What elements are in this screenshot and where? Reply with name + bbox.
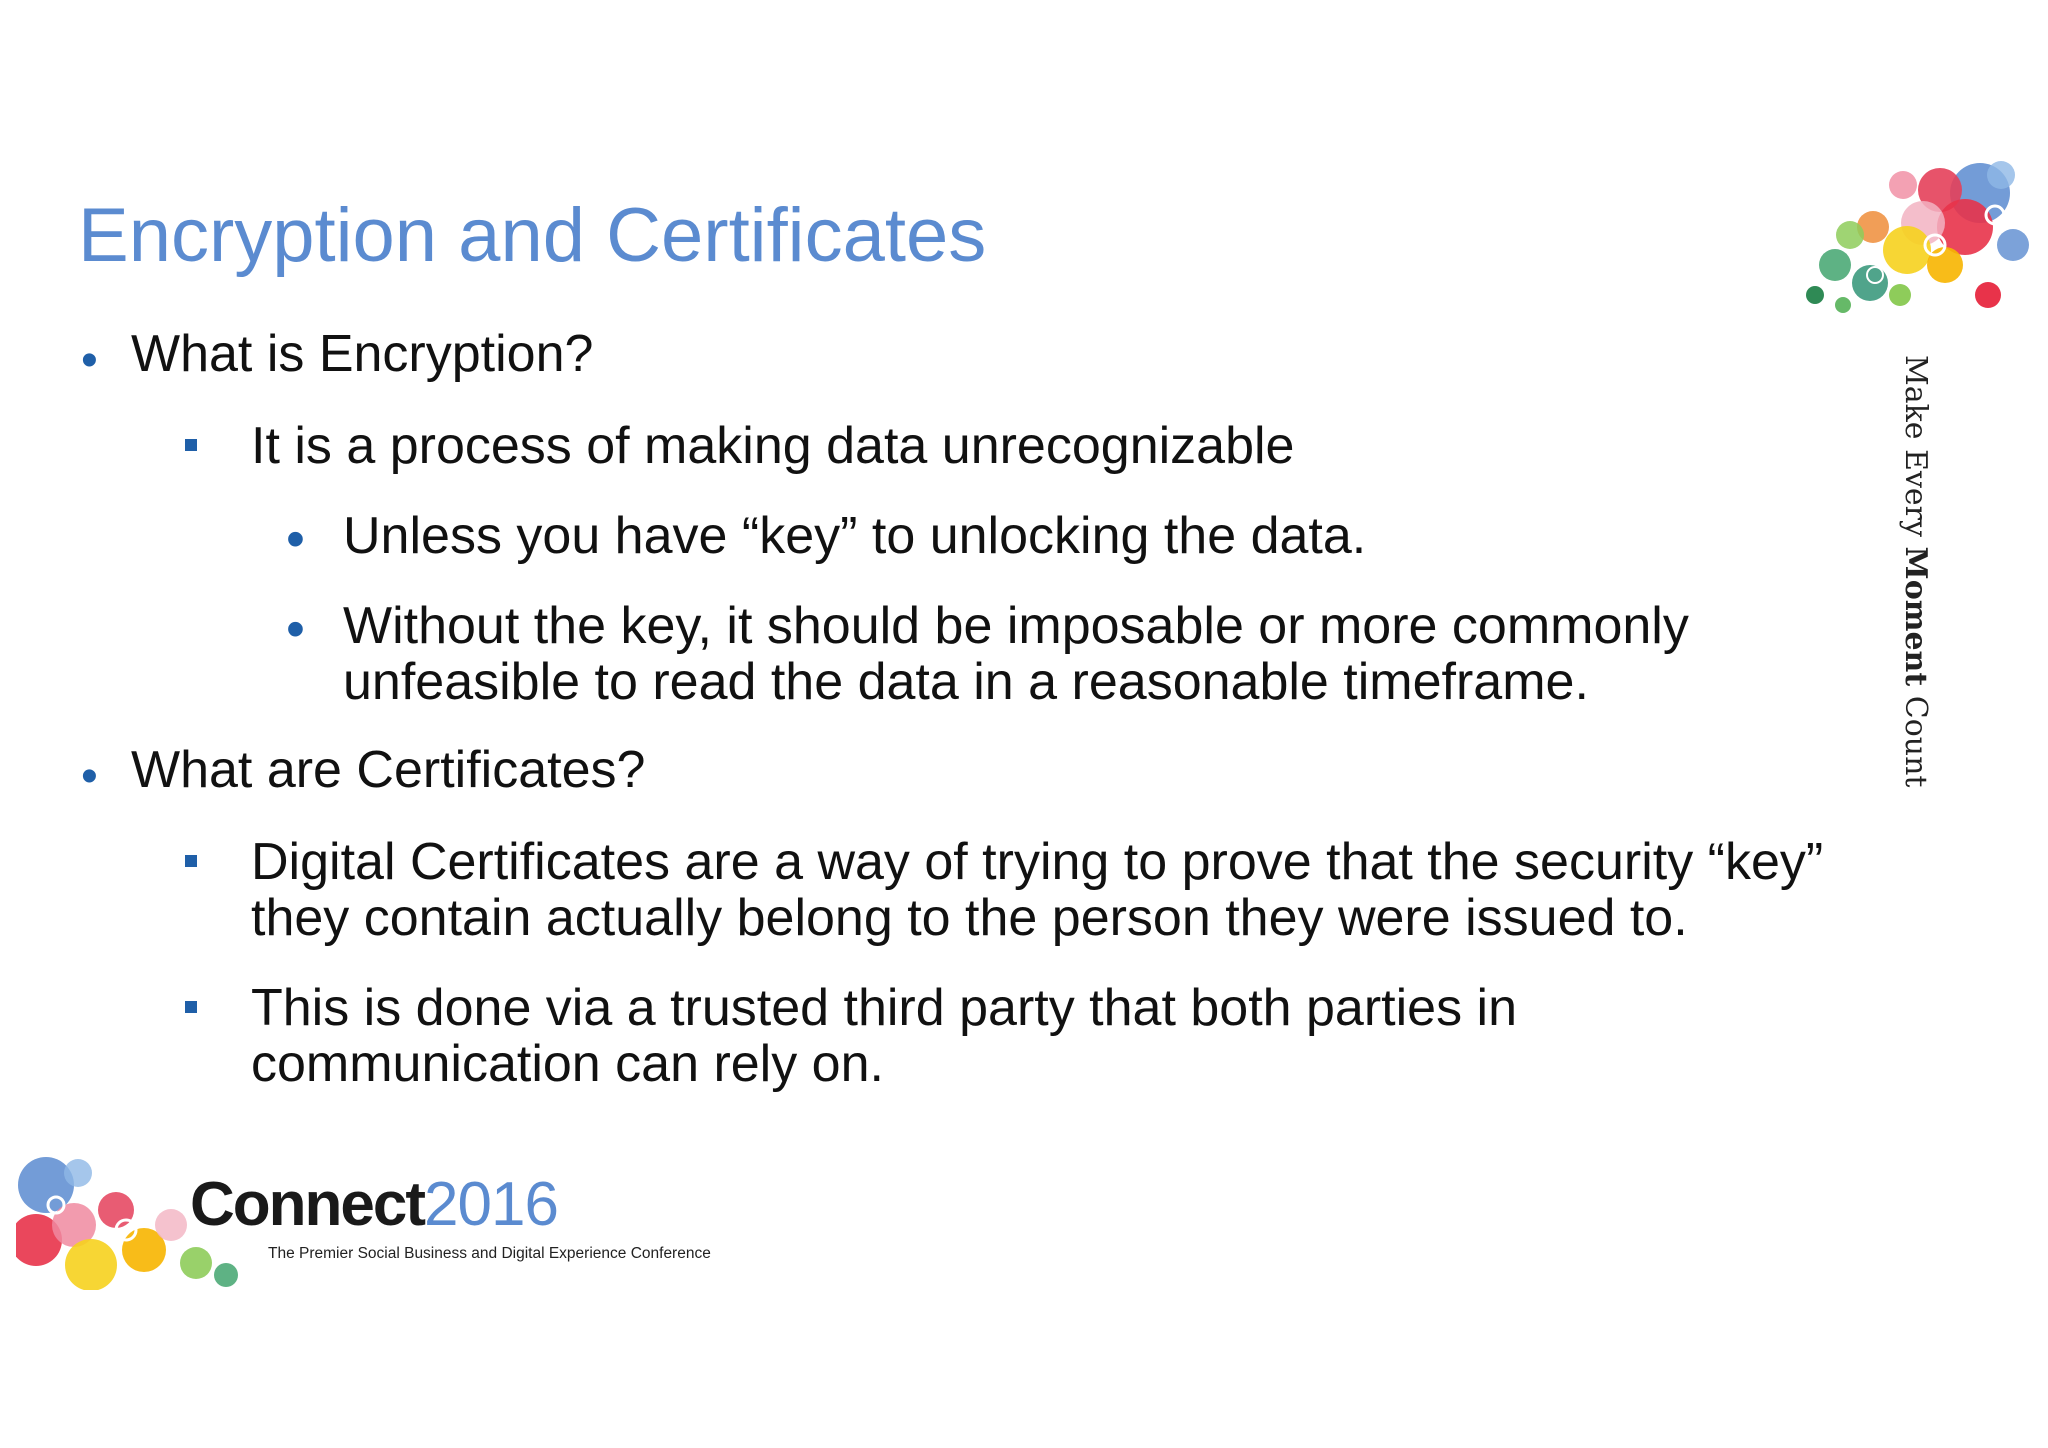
brand-wordmark xyxy=(190,1170,558,1240)
bullet-text-continued: they contain actually belong to the person they were issued to. xyxy=(251,889,1688,947)
round-bullet-icon: • xyxy=(81,334,98,387)
bullet-text: What is Encryption? xyxy=(131,325,594,383)
bullet-text: What are Certificates? xyxy=(131,741,646,799)
brand-year: 2016 xyxy=(424,1170,558,1239)
bullet-text-continued: unfeasible to read the data in a reasonable timeframe. xyxy=(343,653,1589,711)
tagline-part: Count xyxy=(1898,686,1933,788)
bullet-text: Without the key, it should be imposable or more commonly xyxy=(343,597,1689,655)
tagline-part: Make Every xyxy=(1898,355,1933,547)
bubbles-decoration-icon xyxy=(1795,155,2035,325)
square-bullet-icon xyxy=(185,439,197,451)
round-bullet-icon: • xyxy=(81,750,98,803)
bullet-text: Digital Certificates are a way of trying to prove that the security “key” xyxy=(251,833,1824,891)
tagline xyxy=(1885,355,1945,788)
brand-subtitle: The Premier Social Business and Digital Experience Conference xyxy=(268,1245,711,1262)
bullet-text: It is a process of making data unrecognizable xyxy=(251,417,1295,475)
square-bullet-icon xyxy=(185,1001,197,1013)
bullet-text: Unless you have “key” to unlocking the data. xyxy=(343,507,1367,565)
bullet-text: This is done via a trusted third party that both parties in xyxy=(251,979,1518,1037)
brand-name: Connect xyxy=(190,1170,424,1239)
slide-title: Encryption and Certificates xyxy=(78,193,987,278)
bullet-text-continued: communication can rely on. xyxy=(251,1035,884,1093)
round-bullet-icon: • xyxy=(286,599,305,659)
connect-2016-logo xyxy=(190,1170,711,1262)
round-bullet-icon: • xyxy=(286,509,305,569)
tagline-strong: Moment xyxy=(1898,546,1933,687)
square-bullet-icon xyxy=(185,855,197,867)
